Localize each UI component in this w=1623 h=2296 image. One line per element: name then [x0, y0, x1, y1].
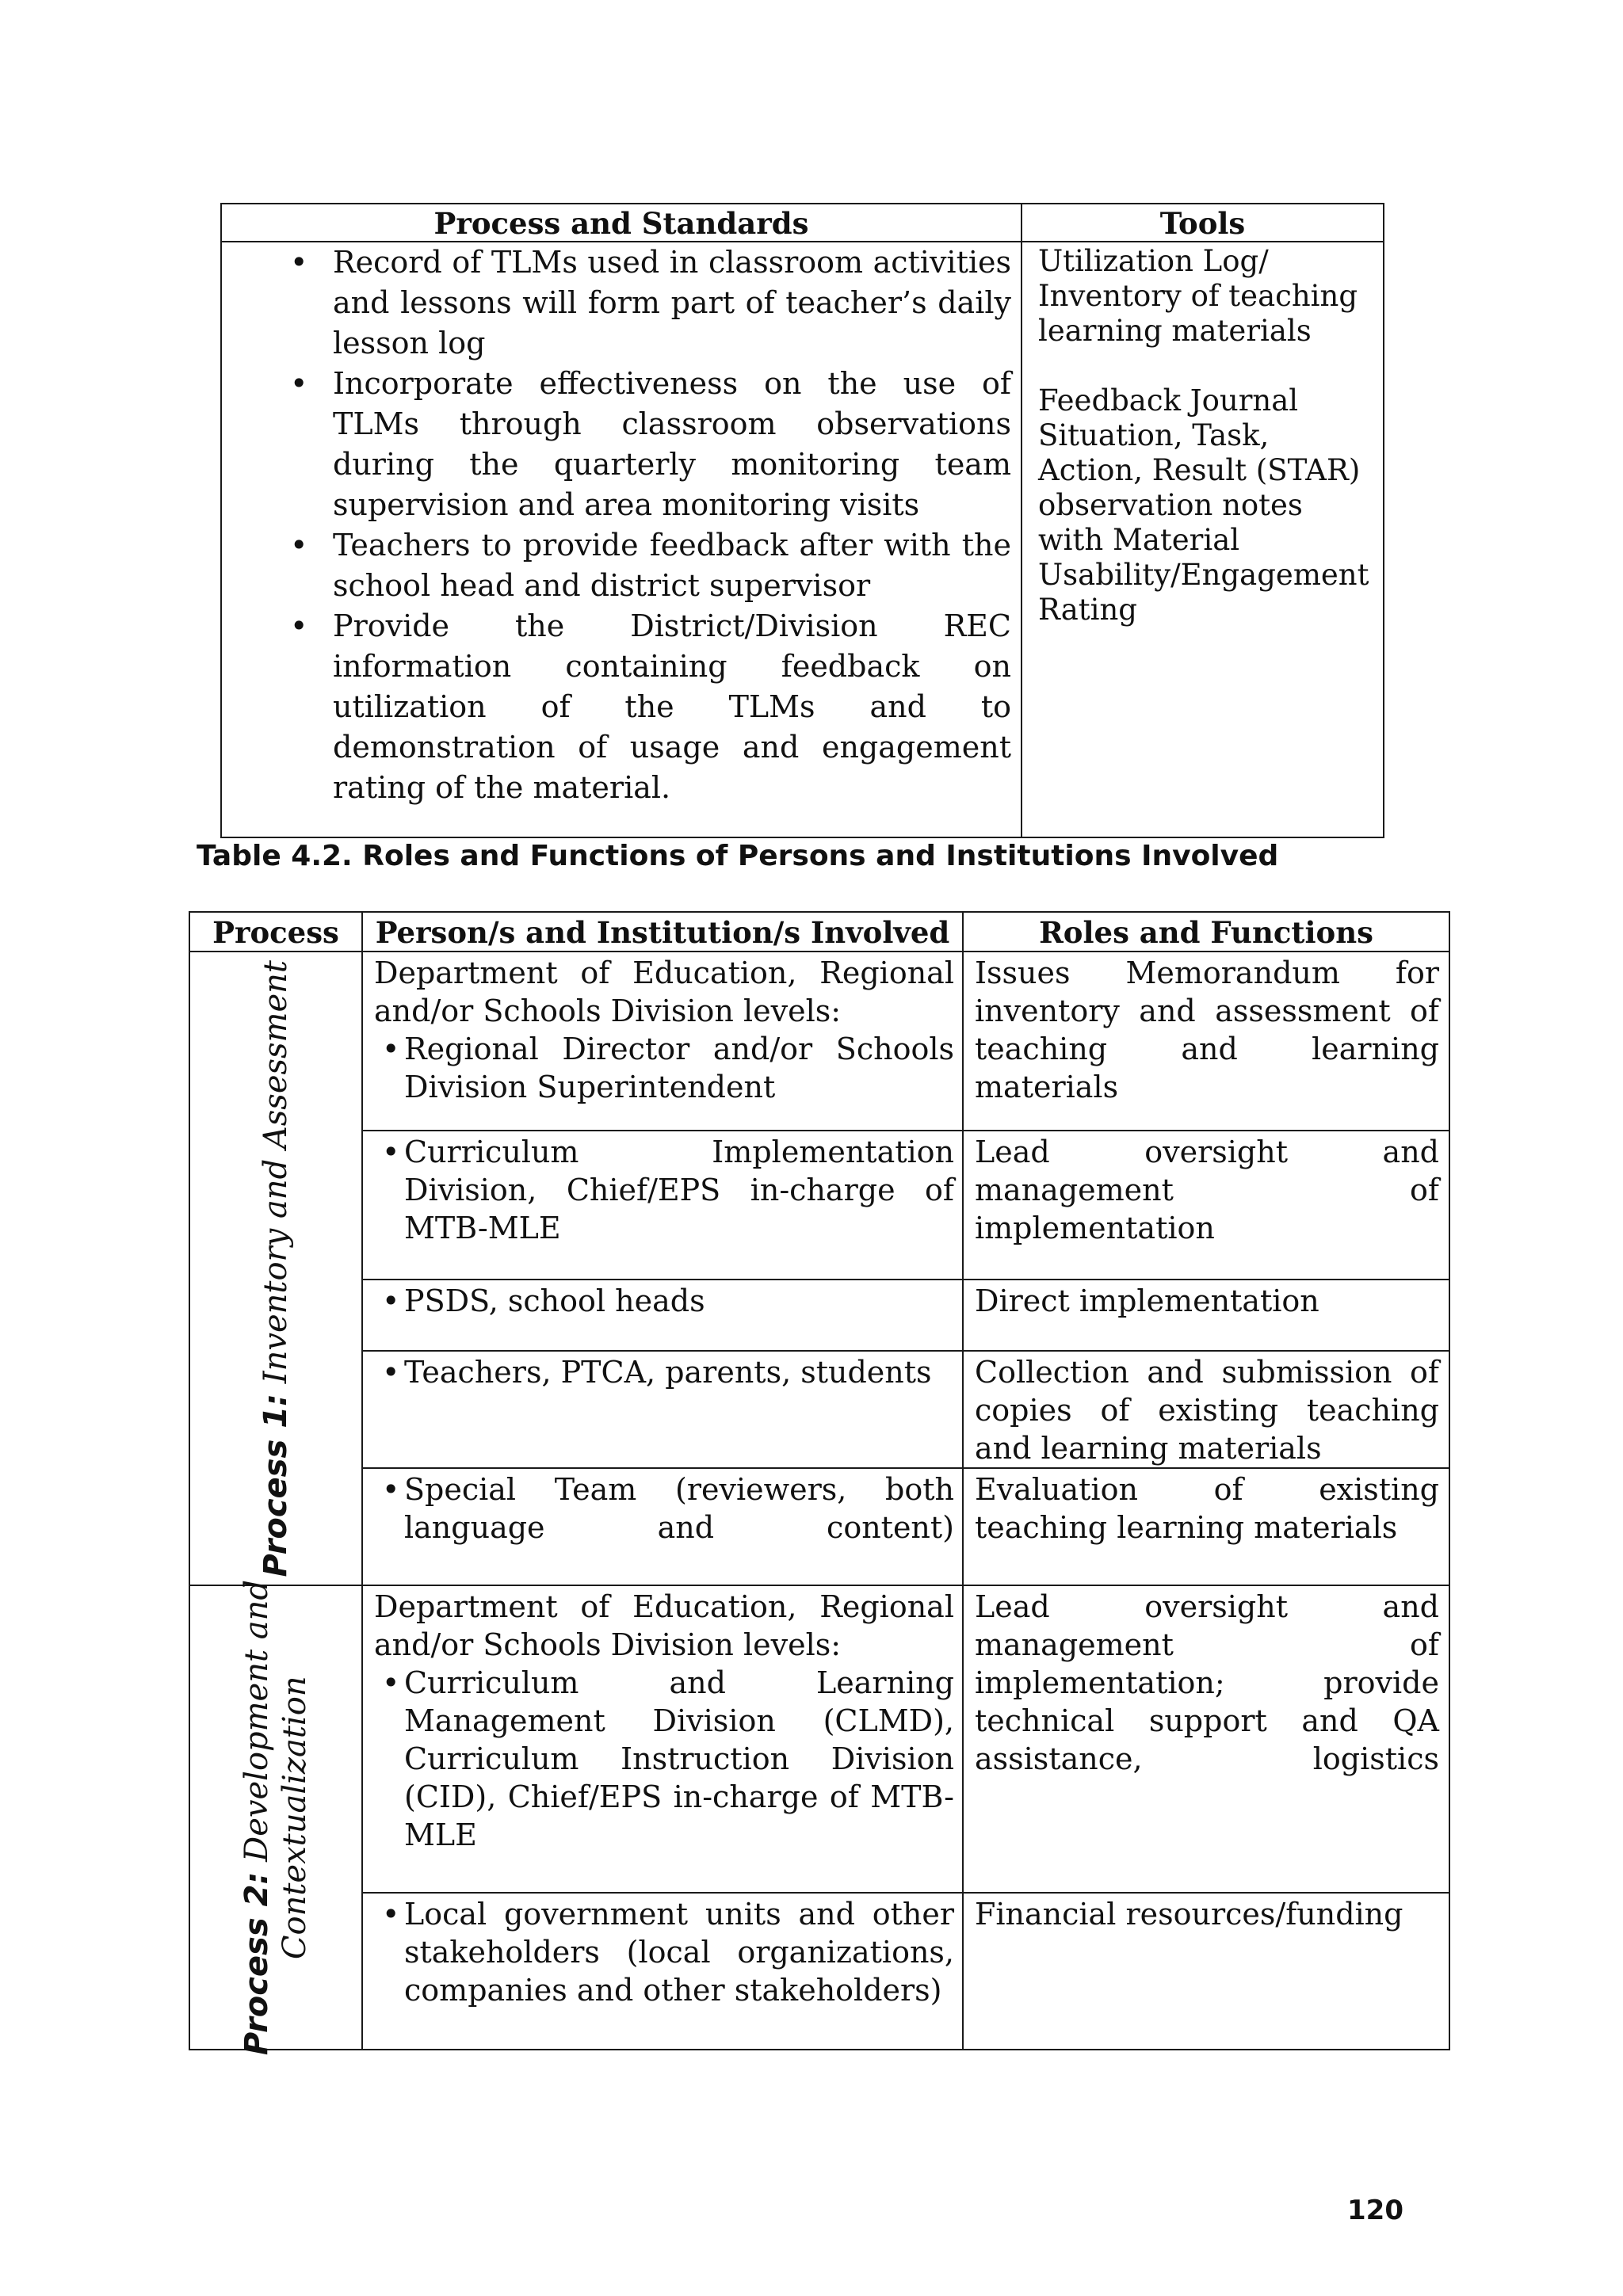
process-1-label-cell [189, 952, 362, 1585]
table-row [189, 1893, 1449, 2050]
header-tools: Tools [1022, 204, 1384, 242]
tool-utilization-log: Utilization Log/ Inventory of teaching learning materials [1038, 244, 1358, 348]
process-2-label-cell [189, 1579, 362, 2056]
role-cell: Lead oversight and management of implementation; provide technical support and QA assistance, logistics [963, 1585, 1449, 1893]
table-row [189, 1351, 1449, 1468]
list-item: • Record of TLMs used in classroom activities and lessons will form part of teacher’s daily lesson log [222, 242, 1021, 364]
person-bullet: • Local government units and other stakeholders (local organizations, companies and other stakeholders) [374, 1895, 954, 2009]
tool-feedback-journal: Feedback Journal Situation, Task, Action, Result (STAR) observation notes with Material Usability/Engagement Rating [1038, 383, 1369, 627]
person-cell [362, 952, 963, 1131]
standards-cell [221, 242, 1022, 837]
roles-functions-table [189, 911, 1450, 2056]
role-cell: Financial resources/funding [963, 1893, 1449, 2050]
process-1-label: Process 1: Inventory and Assessment [258, 959, 294, 1577]
person-cell [362, 1585, 963, 1893]
table-row [189, 1280, 1449, 1351]
person-bullet: • Curriculum Implementation Division, Chief/EPS in-charge of MTB-MLE [374, 1133, 954, 1247]
person-cell [362, 1131, 963, 1280]
header-process: Process [189, 912, 362, 952]
person-intro: Department of Education, Regional and/or Schools Division levels: [374, 1589, 954, 1662]
list-item: • Provide the District/Division REC information containing feedback on utilization of the TLMs and to demonstration of usage and engagement rating of the material. [222, 606, 1021, 808]
process-standards-table [220, 203, 1384, 838]
table-row [189, 1131, 1449, 1280]
list-item: • Teachers to provide feedback after with the school head and district supervisor [222, 525, 1021, 606]
role-cell: Direct implementation [963, 1280, 1449, 1351]
person-cell [362, 1468, 963, 1585]
person-bullet: • Special Team (reviewers, both language and content) [374, 1470, 954, 1547]
table-row [189, 952, 1449, 1131]
role-cell: Evaluation of existing teaching learning materials [963, 1468, 1449, 1585]
person-cell [362, 1351, 963, 1468]
tools-cell [1022, 242, 1384, 837]
table-row [189, 1468, 1449, 1585]
person-intro: Department of Education, Regional and/or Schools Division levels: [374, 955, 954, 1028]
person-bullet: • PSDS, school heads [374, 1282, 954, 1320]
header-roles-functions: Roles and Functions [963, 912, 1449, 952]
person-bullet: • Teachers, PTCA, parents, students [374, 1353, 954, 1391]
role-cell: Collection and submission of copies of existing teaching and learning materials [963, 1351, 1449, 1468]
process-2-label: Process 2: Development and Contextualization [239, 1579, 313, 2056]
person-cell [362, 1280, 963, 1351]
table-row [221, 242, 1384, 837]
header-process-standards: Process and Standards [221, 204, 1022, 242]
page-number: 120 [1347, 2195, 1403, 2226]
table-header-row [189, 912, 1449, 952]
person-bullet: • Regional Director and/or Schools Division Superintendent [374, 1030, 954, 1106]
table-caption: Table 4.2. Roles and Functions of Persons and Institutions Involved [197, 840, 1279, 872]
table-row [189, 1585, 1449, 1893]
role-cell: Lead oversight and management of implementation [963, 1131, 1449, 1280]
person-bullet: • Curriculum and Learning Management Division (CLMD), Curriculum Instruction Division (CID), Chief/EPS in-charge of MTB-MLE [374, 1664, 954, 1854]
header-persons-institutions: Person/s and Institution/s Involved [362, 912, 963, 952]
list-item: • Incorporate effectiveness on the use of TLMs through classroom observations during the quarterly monitoring team supervision and area monitoring visits [222, 364, 1021, 525]
table-header-row [221, 204, 1384, 242]
person-cell [362, 1893, 963, 2050]
role-cell: Issues Memorandum for inventory and assessment of teaching and learning materials [963, 952, 1449, 1131]
standards-list [222, 242, 1021, 837]
